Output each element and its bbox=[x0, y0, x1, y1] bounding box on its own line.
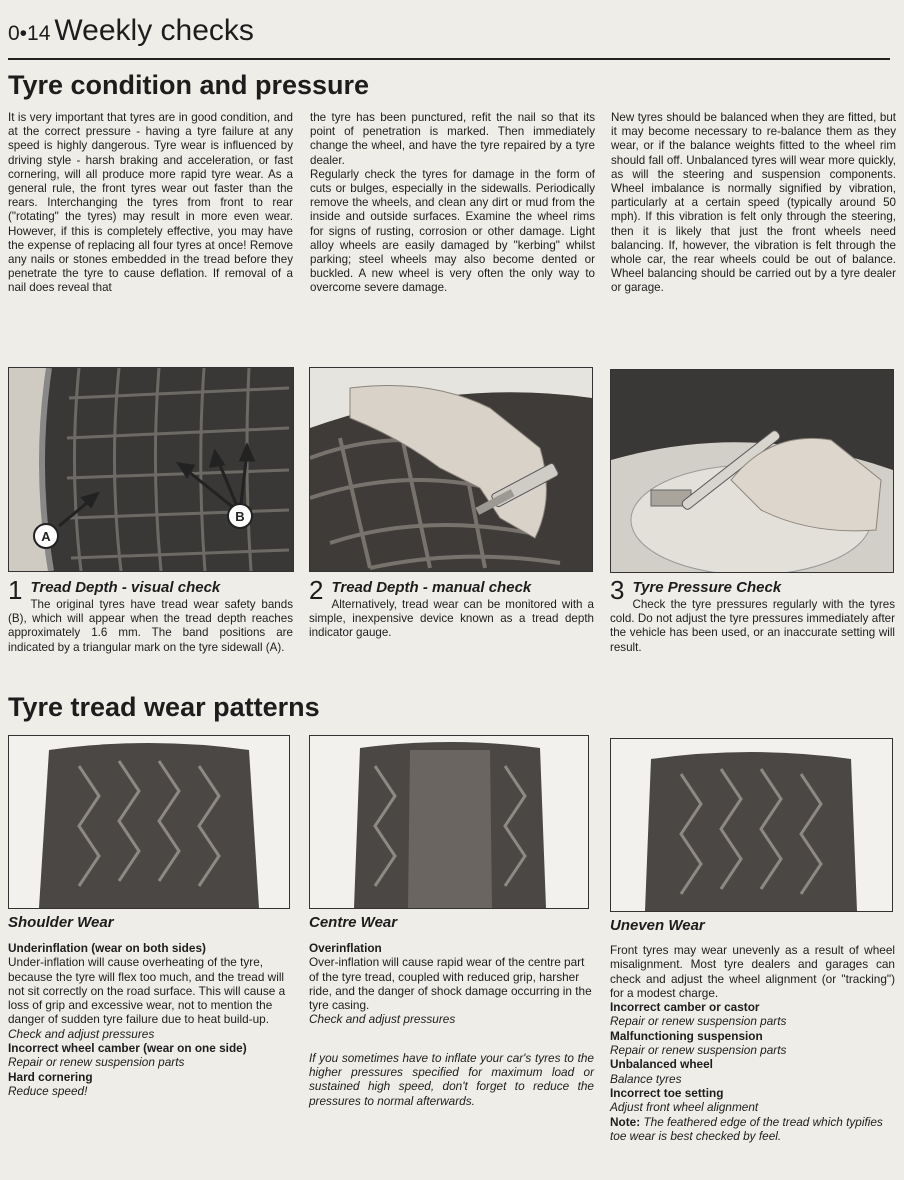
note-text: The feathered edge of the tread which typifies toe wear is best checked by feel. bbox=[610, 1114, 883, 1143]
wear-remedy: Repair or renew suspension parts bbox=[8, 1055, 185, 1070]
page-header bbox=[8, 14, 254, 51]
wear-heading: Overinflation bbox=[309, 941, 382, 955]
wear-note: If you sometimes have to inflate your car's tyres to the higher pressures specified for maximum load or sustained high speed, don't forget to reduce the pressures to normal afterwards. bbox=[309, 1050, 594, 1108]
wear-title: Centre Wear bbox=[309, 914, 398, 931]
body-paragraph: the tyre has been punctured, refit the nail so that its point of penetration is marked. Then immediately change the wheel, and have the tyre repaired by a tyre dealer. bbox=[310, 111, 595, 167]
wear-heading: Incorrect toe setting bbox=[610, 1085, 724, 1100]
wear-text-uneven bbox=[610, 943, 895, 1143]
wear-description: Under-inflation will cause overheating of the tyre, because the tyre will flex too much, and the tread will not sit correctly on the road surface. This will cause a loss of grip and excessive wear, not to mention the danger of sudden tyre failure due to heat build-up. bbox=[8, 955, 286, 1027]
wear-note bbox=[610, 1115, 895, 1144]
wear-heading: Hard cornering bbox=[8, 1069, 93, 1084]
photo-uneven-wear bbox=[610, 738, 893, 912]
wear-heading: Malfunctioning suspension bbox=[610, 1028, 763, 1043]
body-paragraph: It is very important that tyres are in good condition, and at the correct pressure - having a tyre failure at any speed is highly dangerous. Tyre wear is influenced by driving style - harsh braking and acceleration, or fast cornering, will all produce more rapid tyre wear. As a general rule, the front tyres wear out faster than the rears. Interchanging the tyres from front to rear ("rotating" the tyres) may result in more even wear. However, if this is completely effective, you may have the expense of replacing all four tyres at once! Remove any nails or stones embedded in the tread before they penetrate the tyre to cause deflation. If removal of a nail does reveal that bbox=[8, 111, 293, 295]
wear-description: Over-inflation will cause rapid wear of the centre part of the tyre tread, coupled with reduced grip, harsher ride, and the danger of shock damage occurring in the tyre casing. bbox=[309, 955, 592, 1013]
body-paragraph: Regularly check the tyres for damage in the form of cuts or bulges, especially in the sidewalls. Periodically remove the wheels, and clean any dirt or mud from the inside and outside surfaces. Examine the wheel rims for signs of rusting, corrosion or other damage. Light alloy wheels are easily damaged by "kerbing" whilst parking; steel wheels may also become dented or buckled. A new wheel is very often the only way to overcome severe damage. bbox=[310, 167, 595, 295]
wear-remedy: Reduce speed! bbox=[8, 1083, 88, 1098]
wear-heading: Incorrect camber or castor bbox=[610, 1000, 760, 1015]
photo-tread-manual bbox=[309, 367, 593, 572]
caption-text: The original tyres have tread wear safety bands (B), which will appear when the tread depth reaches approximately 1.6 mm. The band positions are indicated by a triangular mark on the tyre sidewall (A). bbox=[8, 598, 293, 654]
caption-number: 1 bbox=[8, 575, 23, 605]
note-label: Note: bbox=[610, 1114, 641, 1129]
body-column-2 bbox=[310, 111, 595, 296]
page-number: 0•14 bbox=[8, 22, 51, 45]
caption-2 bbox=[309, 575, 594, 641]
wear-remedy: Adjust front wheel alignment bbox=[610, 1100, 759, 1115]
body-paragraph: New tyres should be balanced when they are fitted, but it may become necessary to re-balance them as they wear, or if the balance weights fitted to the wheel rim should fall off. Unbalanced tyres will wear more quickly, as will the steering and suspension components. Wheel imbalance is normally signified by vibration, particularly at a certain speed (typically around 50 mph). If this vibration is felt only through the steering, then it is likely that just the front wheels need balancing. If, however, the vibration is felt through the whole car, the rear wheels could be out of balance. Wheel balancing should be carried out by a tyre dealer or garage. bbox=[611, 111, 896, 295]
caption-number: 3 bbox=[610, 575, 625, 605]
callout-b: B bbox=[235, 509, 245, 524]
section-title-tyre-condition: Tyre condition and pressure bbox=[8, 70, 370, 100]
wear-remedy: Check and adjust pressures bbox=[8, 1026, 155, 1041]
photo-tread-visual bbox=[8, 367, 294, 572]
caption-1 bbox=[8, 575, 293, 655]
header-rule bbox=[8, 58, 890, 60]
callout-a: A bbox=[41, 529, 51, 544]
body-column-3 bbox=[611, 111, 896, 296]
caption-3 bbox=[610, 575, 895, 655]
wear-heading: Underinflation (wear on both sides) bbox=[8, 941, 206, 955]
wear-text-shoulder bbox=[8, 941, 293, 1098]
caption-number: 2 bbox=[309, 575, 324, 605]
caption-title: Tyre Pressure Check bbox=[632, 579, 782, 596]
wear-description: Front tyres may wear unevenly as a result of wheel misalignment. Most tyre dealers and garages can check and adjust the wheel alignment (or "tracking") for a modest charge. bbox=[610, 943, 895, 1000]
body-column-1 bbox=[8, 111, 293, 296]
wear-text-centre bbox=[309, 941, 594, 1108]
wear-remedy: Repair or renew suspension parts bbox=[610, 1043, 787, 1058]
wear-heading: Unbalanced wheel bbox=[610, 1057, 713, 1072]
wear-title: Uneven Wear bbox=[610, 917, 705, 934]
section-title-wear-patterns: Tyre tread wear patterns bbox=[8, 692, 320, 722]
page-title: Weekly checks bbox=[54, 14, 254, 47]
wear-remedy: Balance tyres bbox=[610, 1071, 682, 1086]
photo-pressure-check bbox=[610, 369, 894, 573]
caption-text: Alternatively, tread wear can be monitored with a simple, inexpensive device known as a tread depth indicator gauge. bbox=[309, 598, 594, 640]
caption-title: Tread Depth - manual check bbox=[331, 579, 532, 596]
wear-remedy: Check and adjust pressures bbox=[309, 1012, 456, 1027]
photo-centre-wear bbox=[309, 735, 589, 909]
photo-shoulder-wear bbox=[8, 735, 290, 909]
wear-title: Shoulder Wear bbox=[8, 914, 114, 931]
caption-text: Check the tyre pressures regularly with the tyres cold. Do not adjust the tyre pressures immediately after the vehicle has been used, or an inaccurate setting will result. bbox=[610, 598, 895, 654]
wear-remedy: Repair or renew suspension parts bbox=[610, 1014, 787, 1029]
wear-heading: Incorrect wheel camber (wear on one side) bbox=[8, 1041, 247, 1056]
caption-title: Tread Depth - visual check bbox=[30, 579, 221, 596]
